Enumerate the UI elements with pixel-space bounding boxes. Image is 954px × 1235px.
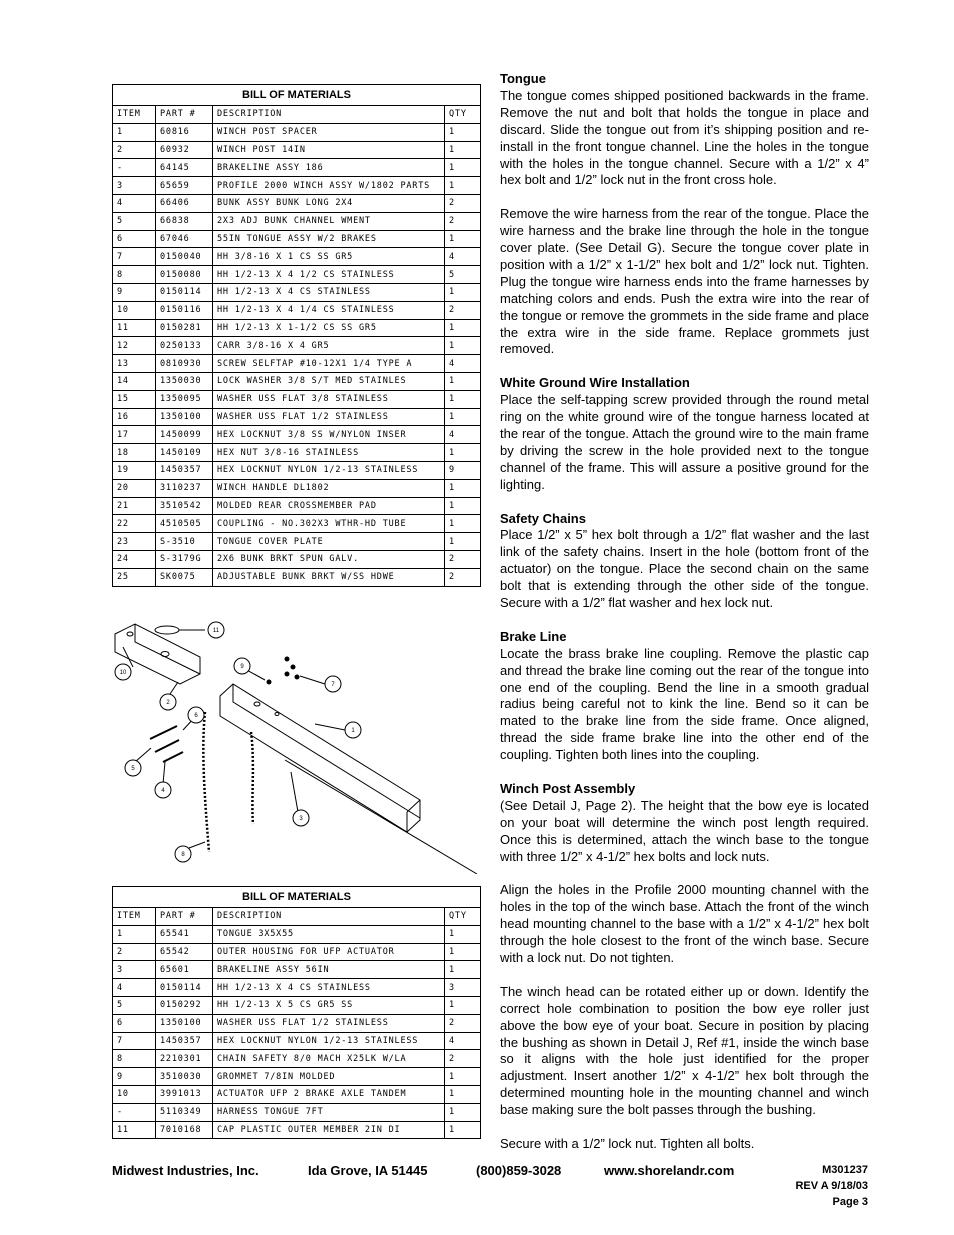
part-number: 2210301 [156, 1050, 213, 1068]
quantity: 2 [445, 212, 481, 230]
quantity: 1 [445, 141, 481, 159]
item-number: 3 [113, 177, 156, 195]
item-number: 12 [113, 337, 156, 355]
part-description: HH 1/2-13 X 5 CS GR5 SS [213, 996, 445, 1014]
part-number: 1350095 [156, 390, 213, 408]
bom-row [113, 177, 481, 195]
bom-row [113, 123, 481, 141]
col-header-part: PART # [156, 908, 213, 926]
quantity: 1 [445, 497, 481, 515]
callout-label: 6 [194, 713, 198, 719]
bom-row [113, 1032, 481, 1050]
tongue-assembly-exploded-diagram [105, 612, 485, 874]
bom-row [113, 461, 481, 479]
item-number: 1 [113, 123, 156, 141]
bom-row [113, 372, 481, 390]
quantity: 1 [445, 961, 481, 979]
callout-label: 8 [181, 852, 185, 858]
bom-row [113, 943, 481, 961]
item-number: 8 [113, 266, 156, 284]
bom-row [113, 515, 481, 533]
part-number: 60816 [156, 123, 213, 141]
item-number: - [113, 1103, 156, 1121]
item-number: 19 [113, 461, 156, 479]
quantity: 1 [445, 390, 481, 408]
bom-row [113, 533, 481, 551]
footer-revision: REV A 9/18/03 [795, 1180, 868, 1192]
quantity: 1 [445, 123, 481, 141]
section-paragraph: (See Detail J, Page 2). The height that the bow eye is located on your boat will determine the winch post length required. Once this is determined, attach the winch base to the tongue with three 1/2” x 4-1/2” hex bolts and lock nuts. [500, 797, 869, 864]
bom-row [113, 408, 481, 426]
callout-label: 1 [351, 728, 355, 734]
quantity: 1 [445, 337, 481, 355]
part-description: TONGUE COVER PLATE [213, 533, 445, 551]
section-paragraph: Secure with a 1/2” lock nut. Tighten all bolts. [500, 1135, 755, 1151]
bom-row [113, 141, 481, 159]
part-number: 65541 [156, 925, 213, 943]
part-number: 66406 [156, 194, 213, 212]
item-number: 21 [113, 497, 156, 515]
item-number: 18 [113, 444, 156, 462]
col-header-qty: QTY [445, 106, 481, 124]
quantity: 9 [445, 461, 481, 479]
part-description: HH 1/2-13 X 4 1/2 CS STAINLESS [213, 266, 445, 284]
part-number: 67046 [156, 230, 213, 248]
col-header-item: ITEM [113, 908, 156, 926]
quantity: 1 [445, 283, 481, 301]
part-number: 7010168 [156, 1121, 213, 1139]
quantity: 2 [445, 1014, 481, 1032]
bom-row [113, 550, 481, 568]
item-number: 15 [113, 390, 156, 408]
footer-phone: (800)859-3028 [476, 1163, 562, 1178]
col-header-qty: QTY [445, 908, 481, 926]
part-number: 0150080 [156, 266, 213, 284]
bom-row [113, 961, 481, 979]
part-number: 65542 [156, 943, 213, 961]
callout-label: 11 [212, 628, 220, 634]
item-number: 7 [113, 248, 156, 266]
part-number: 60932 [156, 141, 213, 159]
section [500, 781, 869, 1153]
item-number: 11 [113, 319, 156, 337]
quantity: 1 [445, 943, 481, 961]
part-description: CHAIN SAFETY 8/0 MACH X25LK W/LA [213, 1050, 445, 1068]
bom-row [113, 1121, 481, 1139]
bill-of-materials-table-2 [112, 886, 481, 1139]
item-number: 5 [113, 212, 156, 230]
part-description: HH 1/2-13 X 1-1/2 CS SS GR5 [213, 319, 445, 337]
part-description: 2X6 BUNK BRKT SPUN GALV. [213, 550, 445, 568]
part-description: HH 1/2-13 X 4 CS STAINLESS [213, 283, 445, 301]
callout-label: 3 [299, 816, 303, 822]
quantity: 1 [445, 159, 481, 177]
tongue-part [220, 684, 420, 832]
part-description: WASHER USS FLAT 1/2 STAINLESS [213, 408, 445, 426]
bom-row [113, 1085, 481, 1103]
part-description: WASHER USS FLAT 1/2 STAINLESS [213, 1014, 445, 1032]
section-heading: White Ground Wire Installation [500, 375, 690, 391]
part-description: HEX LOCKNUT NYLON 1/2-13 STAINLESS [213, 1032, 445, 1050]
item-number: 25 [113, 568, 156, 586]
part-number: 5110349 [156, 1103, 213, 1121]
part-number: S-3510 [156, 533, 213, 551]
safety-chain-part [203, 712, 209, 852]
part-description: CARR 3/8-16 X 4 GR5 [213, 337, 445, 355]
bom-row [113, 996, 481, 1014]
part-description: 2X3 ADJ BUNK CHANNEL WMENT [213, 212, 445, 230]
part-description: HH 1/2-13 X 4 CS STAINLESS [213, 979, 445, 997]
footer-page-number: Page 3 [832, 1196, 868, 1208]
item-number: 8 [113, 1050, 156, 1068]
quantity: 4 [445, 426, 481, 444]
quantity: 4 [445, 248, 481, 266]
part-number: SK0075 [156, 568, 213, 586]
item-number: 24 [113, 550, 156, 568]
section [500, 511, 869, 612]
part-description: CAP PLASTIC OUTER MEMBER 2IN DI [213, 1121, 445, 1139]
item-number: 4 [113, 194, 156, 212]
bom-row [113, 194, 481, 212]
quantity: 2 [445, 568, 481, 586]
bom-row [113, 319, 481, 337]
bom-row [113, 212, 481, 230]
bom-row [113, 479, 481, 497]
section [500, 375, 869, 493]
item-number: 3 [113, 961, 156, 979]
part-number: 64145 [156, 159, 213, 177]
item-number: 2 [113, 141, 156, 159]
footer-company: Midwest Industries, Inc. [112, 1163, 259, 1178]
part-description: WINCH POST SPACER [213, 123, 445, 141]
part-number: 1450109 [156, 444, 213, 462]
bill-of-materials-table-1 [112, 84, 481, 587]
quantity: 1 [445, 996, 481, 1014]
part-number: 3110237 [156, 479, 213, 497]
quantity: 2 [445, 194, 481, 212]
item-number: 6 [113, 1014, 156, 1032]
part-number: 1350100 [156, 1014, 213, 1032]
bom-title: BILL OF MATERIALS [113, 85, 481, 106]
quantity: 1 [445, 1103, 481, 1121]
part-number: 0150116 [156, 301, 213, 319]
bom-row [113, 444, 481, 462]
callout-label: 5 [131, 766, 135, 772]
quantity: 2 [445, 550, 481, 568]
section-heading: Winch Post Assembly [500, 780, 636, 796]
section-paragraph: The winch head can be rotated either up or down. Identify the correct hole combination to position the bow eye roller just above the bow eye of your boat. Secure in position by placing the bushing as shown in Detail J, Ref #1, inside the winch base so it aligns with the hole just identified for the proper adjustment. Insert another 1/2” x 4-1/2” hex bolt through the determined mounting hole in the mounting channel and winch base making sure the bolt passes through the bushing. [500, 983, 869, 1118]
part-number: 65601 [156, 961, 213, 979]
brake-line-part [285, 760, 477, 874]
callout-label: 10 [119, 670, 127, 676]
bom-row [113, 1050, 481, 1068]
quantity: 1 [445, 230, 481, 248]
bom-title: BILL OF MATERIALS [113, 887, 481, 908]
item-number: 16 [113, 408, 156, 426]
item-number: 9 [113, 1068, 156, 1086]
part-number: 0150281 [156, 319, 213, 337]
quantity: 5 [445, 266, 481, 284]
item-number: 10 [113, 301, 156, 319]
instructions-column [500, 71, 869, 1170]
item-number: 5 [113, 996, 156, 1014]
part-number: 1350030 [156, 372, 213, 390]
quantity: 1 [445, 533, 481, 551]
item-number: 1 [113, 925, 156, 943]
quantity: 1 [445, 1068, 481, 1086]
part-description: WINCH POST 14IN [213, 141, 445, 159]
part-number: 65659 [156, 177, 213, 195]
section-heading: Tongue [500, 71, 546, 86]
part-description: HH 3/8-16 X 1 CS SS GR5 [213, 248, 445, 266]
part-number: 0150114 [156, 979, 213, 997]
quantity: 3 [445, 979, 481, 997]
quantity: 1 [445, 408, 481, 426]
part-description: BRAKELINE ASSY 56IN [213, 961, 445, 979]
part-description: GROMMET 7/8IN MOLDED [213, 1068, 445, 1086]
part-description: ADJUSTABLE BUNK BRKT W/SS HDWE [213, 568, 445, 586]
quantity: 1 [445, 444, 481, 462]
section [500, 629, 869, 764]
part-number: 4510505 [156, 515, 213, 533]
quantity: 2 [445, 301, 481, 319]
quantity: 1 [445, 479, 481, 497]
bom-row [113, 159, 481, 177]
quantity: 1 [445, 177, 481, 195]
col-header-description: DESCRIPTION [213, 106, 445, 124]
bom-row [113, 979, 481, 997]
part-description: OUTER HOUSING FOR UFP ACTUATOR [213, 943, 445, 961]
bom-row [113, 230, 481, 248]
item-number: 2 [113, 943, 156, 961]
quantity: 1 [445, 372, 481, 390]
col-header-part: PART # [156, 106, 213, 124]
part-number: 0150114 [156, 283, 213, 301]
part-number: 3510542 [156, 497, 213, 515]
part-description: SCREW SELFTAP #10-12X1 1/4 TYPE A [213, 355, 445, 373]
part-description: COUPLING - NO.302X3 WTHR-HD TUBE [213, 515, 445, 533]
part-description: MOLDED REAR CROSSMEMBER PAD [213, 497, 445, 515]
part-number: 1450099 [156, 426, 213, 444]
part-description: HH 1/2-13 X 4 1/4 CS STAINLESS [213, 301, 445, 319]
section-paragraph: The tongue comes shipped positioned backwards in the frame. Remove the nut and bolt that holds the tongue in place and discard. Slide the tongue out from it’s shipping position and re-install in the front tongue channel. Line the holes in the tongue with the holes in the tongue channel. Secure with a 1/2” x 4” hex bolt and 1/2” lock nut in the front cross hole. [500, 87, 869, 188]
section-paragraph: Locate the brass brake line coupling. Remove the plastic cap and thread the brake line coming out the rear of the tongue into one end of the coupling. Bend the line in a smooth gradual radius being careful not to kink the line. Bend so it can be mated to the brake line from the side frame. Once aligned, thread the side frame brake line into the other end of the coupling. Tighten both lines into the coupling. [500, 645, 869, 763]
item-number: 9 [113, 283, 156, 301]
bom-row [113, 925, 481, 943]
part-description: TONGUE 3X5X55 [213, 925, 445, 943]
part-description: ACTUATOR UFP 2 BRAKE AXLE TANDEM [213, 1085, 445, 1103]
part-description: LOCK WASHER 3/8 S/T MED STAINLES [213, 372, 445, 390]
part-description: WINCH HANDLE DL1802 [213, 479, 445, 497]
part-number: 1450357 [156, 1032, 213, 1050]
footer-location: Ida Grove, IA 51445 [308, 1163, 428, 1178]
section-paragraph: Align the holes in the Profile 2000 mounting channel with the holes in the top of the winch base. Attach the front of the winch head mounting channel to the base with a 1/2” x 4-1/2” hex bolt through the hole closest to the front of the winch base. Secure with a lock nut. Do not tighten. [500, 882, 869, 966]
item-number: 4 [113, 979, 156, 997]
item-number: 20 [113, 479, 156, 497]
part-description: HEX LOCKNUT NYLON 1/2-13 STAINLESS [213, 461, 445, 479]
bom-row [113, 497, 481, 515]
part-description: BRAKELINE ASSY 186 [213, 159, 445, 177]
part-number: 0150040 [156, 248, 213, 266]
section-paragraph: Place the self-tapping screw provided through the round metal ring on the white ground wire of the tongue harness located at the rear of the tongue. Attach the ground wire to the main frame by driving the screw in the hole provided next to the tongue channel of the frame. This will assure a positive ground for the lighting. [500, 392, 869, 492]
footer-website: www.shorelandr.com [604, 1163, 735, 1178]
part-description: HARNESS TONGUE 7FT [213, 1103, 445, 1121]
item-number: 22 [113, 515, 156, 533]
item-number: 11 [113, 1121, 156, 1139]
item-number: 17 [113, 426, 156, 444]
quantity: 1 [445, 925, 481, 943]
section-heading: Safety Chains [500, 510, 586, 526]
callout-label: 2 [166, 700, 170, 706]
bom-row [113, 1014, 481, 1032]
part-number: 1450357 [156, 461, 213, 479]
bom-row [113, 568, 481, 586]
part-number: 0810930 [156, 355, 213, 373]
col-header-description: DESCRIPTION [213, 908, 445, 926]
part-number: 0250133 [156, 337, 213, 355]
part-description: WASHER USS FLAT 3/8 STAINLESS [213, 390, 445, 408]
quantity: 1 [445, 319, 481, 337]
part-number: S-3179G [156, 550, 213, 568]
part-description: PROFILE 2000 WINCH ASSY W/1802 PARTS [213, 177, 445, 195]
section [500, 71, 869, 358]
footer-doc-number: M301237 [822, 1164, 868, 1176]
section-paragraph: Remove the wire harness from the rear of the tongue. Place the wire harness and the brake line through the hole in the tongue cover plate. (See Detail G). Secure the tongue cover plate in position with a 1/2” x 1-1/2” hex bolt and 1/2” lock nut. Tighten. Plug the tongue wire harness ends into the frame harnesses by matching colors and ends. Push the extra wire into the rear of the tongue or remove the grommets in the side frame and place the extra wire in the side frame. Replace grommets just removed. [500, 206, 869, 357]
quantity: 4 [445, 1032, 481, 1050]
bom-row [113, 426, 481, 444]
item-number: 7 [113, 1032, 156, 1050]
quantity: 1 [445, 515, 481, 533]
bom-row [113, 1103, 481, 1121]
item-number: 14 [113, 372, 156, 390]
item-number: 6 [113, 230, 156, 248]
bom-row [113, 355, 481, 373]
item-number: 10 [113, 1085, 156, 1103]
item-number: 13 [113, 355, 156, 373]
callout-label: 4 [161, 788, 165, 794]
section-paragraph: Place 1/2” x 5” hex bolt through a 1/2” flat washer and the last link of the safety chains. Insert in the hole (bottom front of the actuator) on the tongue. Place the second chain on the same bolt that is extending through the other side of the tongue. Secure with a 1/2” flat washer and hex lock nut. [500, 527, 869, 611]
bom-row [113, 266, 481, 284]
part-description: HEX NUT 3/8-16 STAINLESS [213, 444, 445, 462]
part-number: 0150292 [156, 996, 213, 1014]
item-number: - [113, 159, 156, 177]
part-number: 3991013 [156, 1085, 213, 1103]
part-number: 66838 [156, 212, 213, 230]
part-description: BUNK ASSY BUNK LONG 2X4 [213, 194, 445, 212]
bom-row [113, 390, 481, 408]
part-description: HEX LOCKNUT 3/8 SS W/NYLON INSER [213, 426, 445, 444]
callout-label: 7 [331, 682, 335, 688]
col-header-item: ITEM [113, 106, 156, 124]
bom-row [113, 248, 481, 266]
bom-row [113, 337, 481, 355]
section-heading: Brake Line [500, 628, 567, 644]
bom-row [113, 1068, 481, 1086]
quantity: 2 [445, 1050, 481, 1068]
callout-label: 9 [240, 664, 244, 670]
quantity: 1 [445, 1085, 481, 1103]
part-number: 3510030 [156, 1068, 213, 1086]
bom-row [113, 283, 481, 301]
part-number: 1350100 [156, 408, 213, 426]
quantity: 4 [445, 355, 481, 373]
part-description: 55IN TONGUE ASSY W/2 BRAKES [213, 230, 445, 248]
quantity: 1 [445, 1121, 481, 1139]
bom-row [113, 301, 481, 319]
item-number: 23 [113, 533, 156, 551]
